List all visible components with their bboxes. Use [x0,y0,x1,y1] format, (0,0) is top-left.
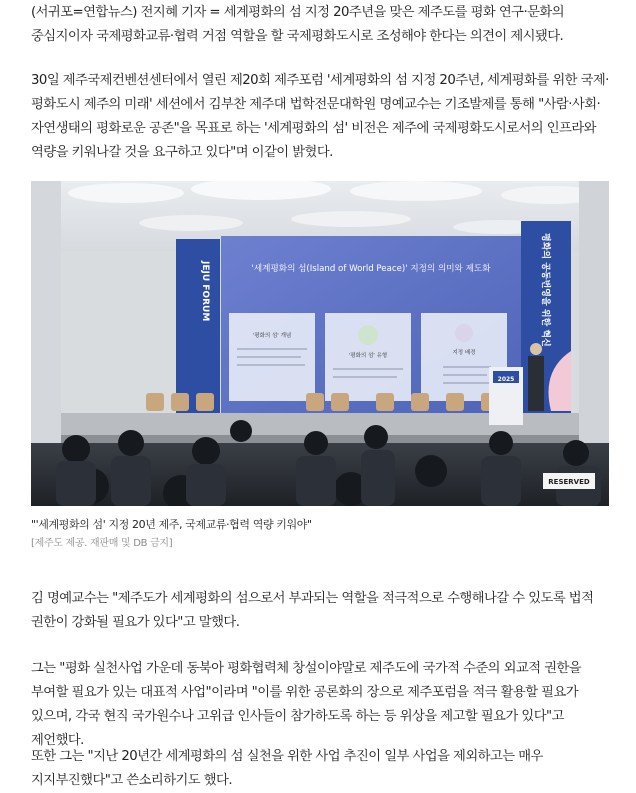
photo-credit: [제주도 제공. 재판매 및 DB 금지] [31,538,173,549]
photo-caption: "'세계평화의 섬' 지정 20년 제주, 국제교류·협력 역량 키워야" [31,518,312,531]
screen-title: '세계평화의 섬(Island of World Peace)' 지정의 의미와 제도화 [251,264,491,274]
article-photo[interactable] [31,181,609,506]
podium-year: 2025 [497,376,515,383]
article-paragraph: 30일 제주국제컨벤션센터에서 열린 제20회 제주포럼 '세계평화의 섬 지정 20주년, 세계평화를 위한 국제·평화도시 제주의 미래' 세션에서 김부찬 제주대 법학전문대학원 명예교수는 기조발제를 통해 "사람·사회·자연생태의 평화로운 공존"을 목표로 하는 '세계평화의 섬' 비전은 제주에 국제평화도시로서의 인프라와 역량을 키워나갈 것을 요구하고 있다"며 이같이 밝혔다. [31,73,609,160]
article-paragraph: 그는 "평화 실천사업 가운데 동북아 평화협력체 창설이야말로 제주도에 국가적 수준의 외교적 권한을 부여할 필요가 있는 대표적 사업"이라며 "이를 위한 공론화의 장으로 제주포럼을 적극 활용할 필요가 있으며, 각국 현직 국가원수나 고위급 인사들이 참가하도록 하는 등 위상을 제고할 필요가 있다"고 제언했다. [31,661,582,748]
article-paragraph: 또한 그는 "지난 20년간 세계평화의 섬 실천을 위한 사업 추진이 일부 사업을 제외하고는 매우 지지부진했다"고 쓴소리하기도 했다. [31,749,543,788]
screen-card-label: 지정 배경 [452,350,476,356]
screen-card-label: '평화의 섬' 유형 [348,353,388,359]
svg-text:RESERVED: RESERVED [548,478,590,486]
article-paragraph: 김 명예교수는 "제주도가 세계평화의 섬으로서 부과되는 역할을 적극적으로 수행해나갈 수 있도록 법적 권한이 강화될 필요가 있다"고 말했다. [31,591,594,630]
left-banner-text: JEJU FORUM [200,261,210,322]
right-banner-text: 평화의 공동번영을 위한 혁신 [540,233,550,347]
screen-card-label: '평화의 섬' 개념 [252,333,292,339]
forum-stage-illustration [31,181,609,506]
article-paragraph: (서귀포=연합뉴스) 전지혜 기자 = 세계평화의 섬 지정 20주년을 맞은 제주도를 평화 연구·문화의 중심지이자 국제평화교류·협력 거점 역할을 할 국제평화도시로 조성해야 한다는 의견이 제시됐다. [31,5,565,44]
